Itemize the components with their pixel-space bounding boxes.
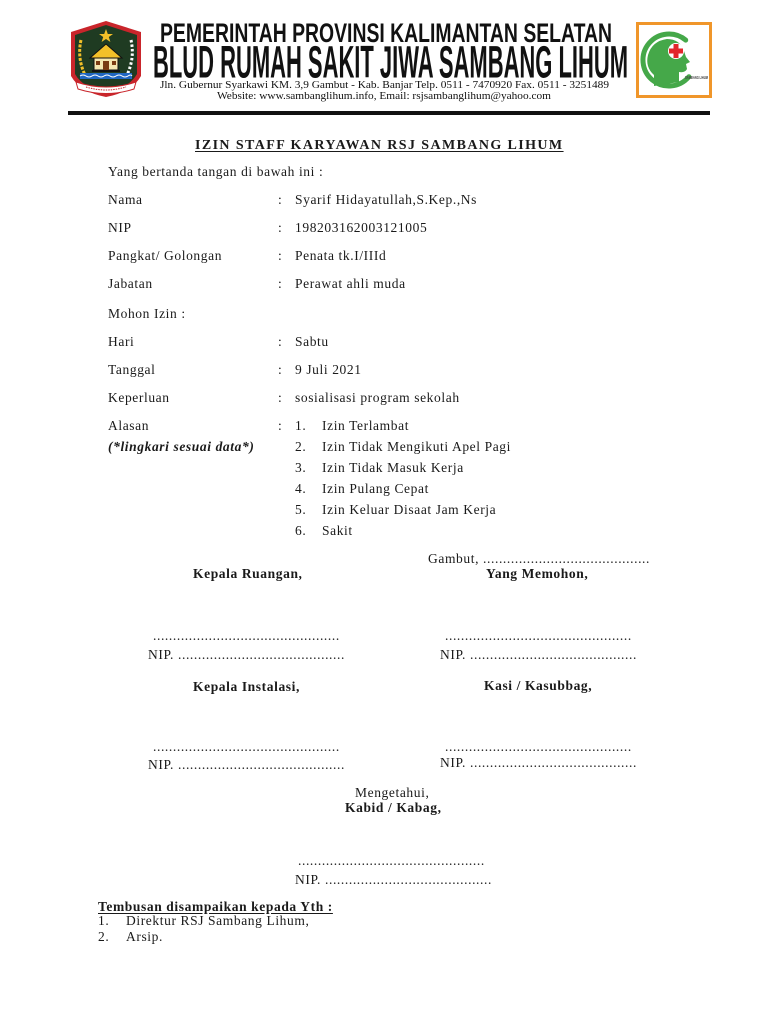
field-colon: : <box>278 248 283 263</box>
request-heading: Mohon Izin : <box>108 306 186 321</box>
option-text: Izin Tidak Mengikuti Apel Pagi <box>322 439 512 454</box>
field-value: Syarif Hidayatullah,S.Kep.,Ns <box>295 192 477 207</box>
option-text: Izin Keluar Disaat Jam Kerja <box>322 502 497 517</box>
nip-line: NIP. .......................................... <box>148 757 345 772</box>
field-colon: : <box>278 362 283 377</box>
hospital-logo <box>636 22 712 98</box>
field-row-jabatan <box>0 276 768 292</box>
field-value: Penata tk.I/IIId <box>295 248 387 263</box>
signature-line: ............................................... <box>153 739 340 754</box>
nip-line: NIP. .......................................... <box>440 755 637 770</box>
field-value: 198203162003121005 <box>295 220 428 235</box>
field-label: Keperluan <box>108 390 170 405</box>
reason-row-3 <box>0 460 768 476</box>
cc-item-number: 2. <box>98 929 110 944</box>
field-value: Perawat ahli muda <box>295 276 406 291</box>
signer-role-kepala-ruangan: Kepala Ruangan, <box>193 566 303 581</box>
signature-line: ............................................... <box>445 739 632 754</box>
emblem-house-door <box>103 61 109 70</box>
option-number: 5. <box>295 502 307 517</box>
option-number: 4. <box>295 481 307 496</box>
emblem-house-window <box>96 61 100 65</box>
nip-line: NIP. .......................................... <box>440 647 637 662</box>
intro-text: Yang bertanda tangan di bawah ini : <box>108 164 324 179</box>
acknowledge-label: Mengetahui, <box>355 785 430 800</box>
field-row-keperluan <box>0 390 768 406</box>
signer-role-kabid-kabag: Kabid / Kabag, <box>345 800 442 815</box>
reason-row-1 <box>0 418 768 434</box>
nip-line: NIP. .......................................... <box>148 647 345 662</box>
signature-line: ............................................... <box>298 853 485 868</box>
field-label: Hari <box>108 334 135 349</box>
field-row-nama <box>0 192 768 208</box>
field-row-tanggal <box>0 362 768 378</box>
letterhead-divider <box>68 111 710 115</box>
cc-item-number: 1. <box>98 913 110 928</box>
field-label: Tanggal <box>108 362 156 377</box>
field-value: sosialisasi program sekolah <box>295 390 460 405</box>
letterhead-text-block <box>148 18 634 106</box>
option-number: 6. <box>295 523 307 538</box>
signer-role-kasi-kasubbag: Kasi / Kasubbag, <box>484 678 593 693</box>
contact-line: Website: www.sambanglihum.info, Email: rsjsambanglihum@yahoo.com <box>217 91 551 102</box>
province-emblem-logo <box>68 20 144 98</box>
place-date: Gambut, .......................................... <box>428 551 650 566</box>
field-colon: : <box>278 418 283 433</box>
government-name: PEMERINTAH PROVINSI KALIMANTAN SELATAN <box>160 18 612 48</box>
reason-label: Alasan <box>108 418 150 433</box>
option-text: Izin Terlambat <box>322 418 410 433</box>
signer-role-yang-memohon: Yang Memohon, <box>486 566 589 581</box>
field-colon: : <box>278 192 283 207</box>
nip-line: NIP. .......................................... <box>295 872 492 887</box>
field-row-hari <box>0 334 768 350</box>
field-label: Jabatan <box>108 276 153 291</box>
emblem-river <box>80 73 132 79</box>
field-label: NIP <box>108 220 132 235</box>
option-number: 2. <box>295 439 307 454</box>
option-text: Izin Pulang Cepat <box>322 481 429 496</box>
emblem-house-window <box>112 61 116 65</box>
signature-line: ............................................... <box>153 628 340 643</box>
signer-role-kepala-instalasi: Kepala Instalasi, <box>193 679 300 694</box>
reason-row-2 <box>0 439 768 455</box>
signature-line: ............................................... <box>445 628 632 643</box>
option-number: 3. <box>295 460 307 475</box>
field-colon: : <box>278 334 283 349</box>
field-value: 9 Juli 2021 <box>295 362 362 377</box>
cc-heading: Tembusan disampaikan kepada Yth : <box>98 899 333 914</box>
cc-item-text: Direktur RSJ Sambang Lihum, <box>126 913 310 928</box>
field-colon: : <box>278 220 283 235</box>
field-value: Sabtu <box>295 334 329 349</box>
reason-row-4 <box>0 481 768 497</box>
reason-row-6 <box>0 523 768 539</box>
field-row-pangkat <box>0 248 768 264</box>
institution-name: BLUD RUMAH SAKIT JIWA SAMBANG LIHUM <box>153 36 628 88</box>
field-row-nip <box>0 220 768 236</box>
option-text: Izin Tidak Masuk Kerja <box>322 460 464 475</box>
reason-note: (*lingkari sesuai data*) <box>108 439 255 454</box>
field-colon: : <box>278 390 283 405</box>
option-text: Sakit <box>322 523 353 538</box>
field-colon: : <box>278 276 283 291</box>
document-title: IZIN STAFF KARYAWAN RSJ SAMBANG LIHUM <box>195 138 564 153</box>
option-number: 1. <box>295 418 307 433</box>
address-line: Jln. Gubernur Syarkawi KM. 3,9 Gambut - Kab. Banjar Telp. 0511 - 7470920 Fax. 0511 - 3251489 <box>160 80 609 91</box>
hospital-logo-text: SAMBANG LIHUM <box>685 75 709 80</box>
field-label: Nama <box>108 192 143 207</box>
cc-item-text: Arsip. <box>126 929 163 944</box>
reason-row-5 <box>0 502 768 518</box>
field-label: Pangkat/ Golongan <box>108 248 223 263</box>
emblem-house-base <box>92 70 120 72</box>
